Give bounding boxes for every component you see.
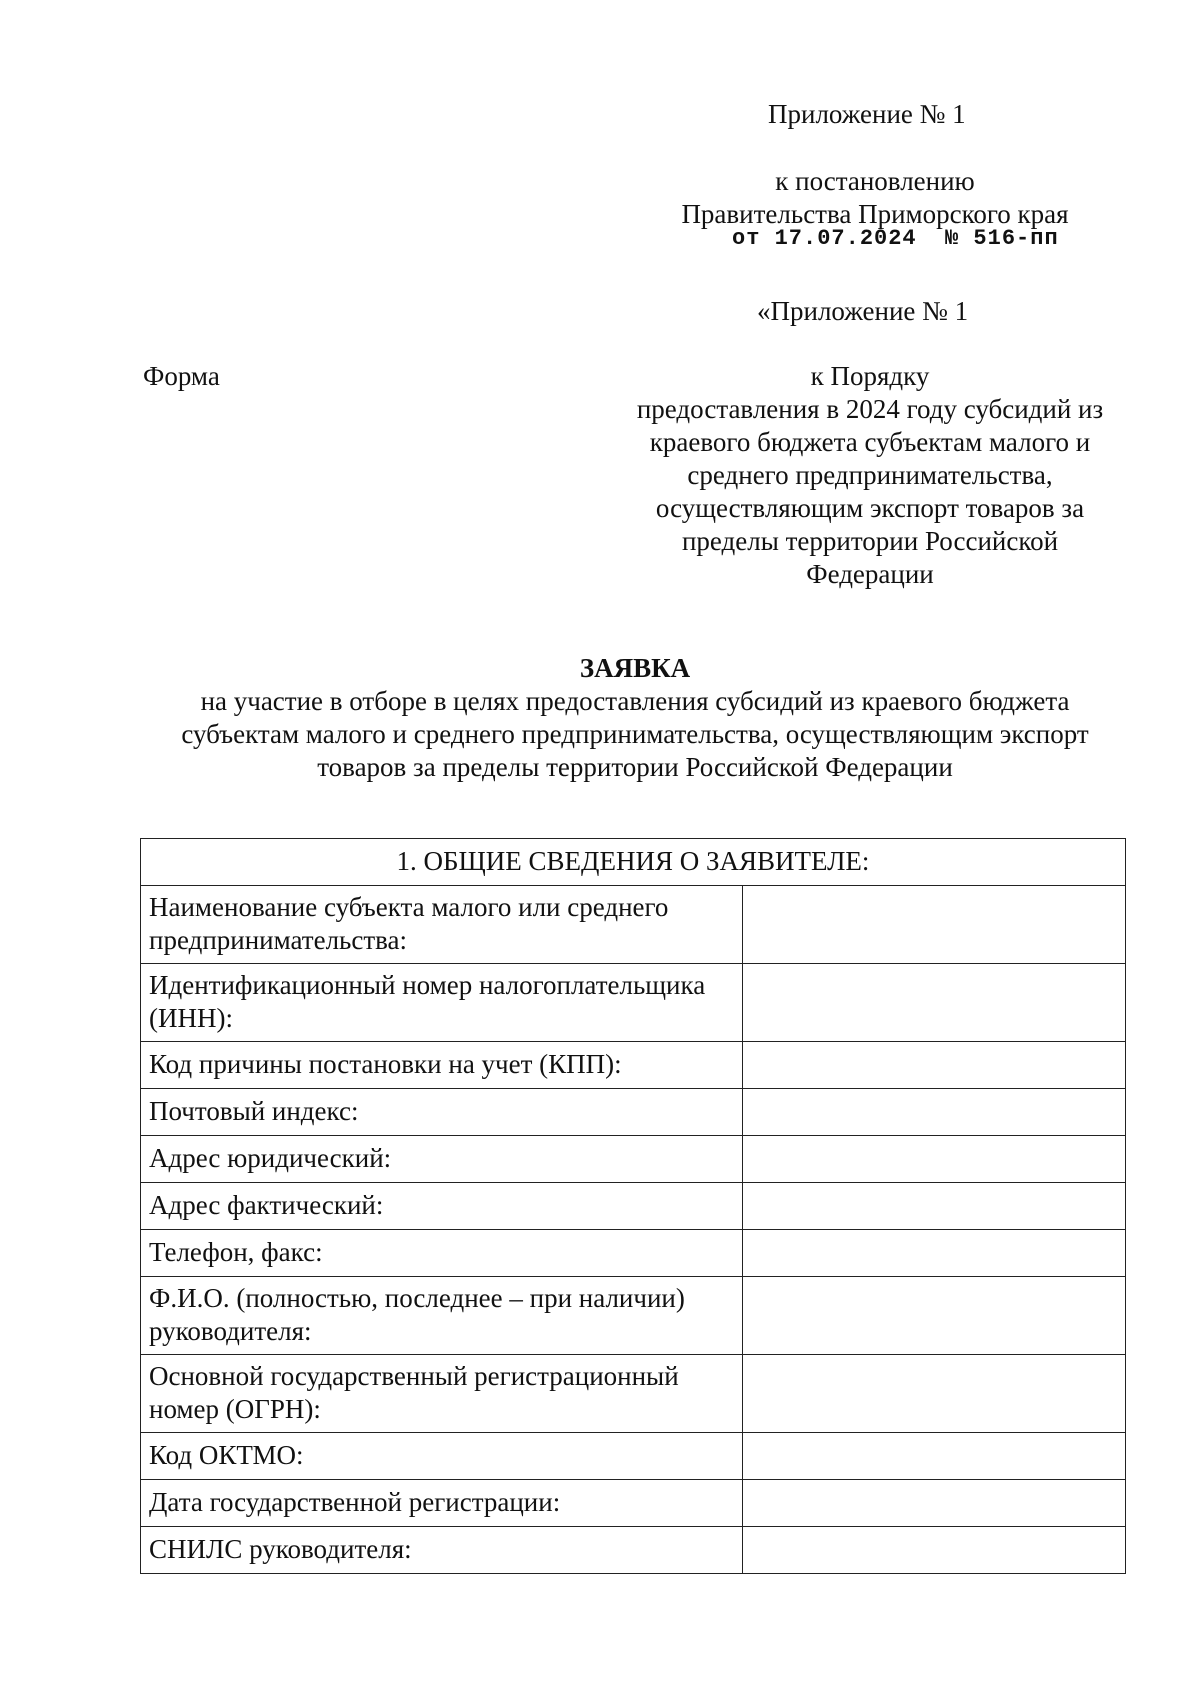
row-label: Код причины постановки на учет (КПП): xyxy=(141,1042,743,1089)
row-value-field[interactable] xyxy=(742,1089,1125,1136)
table-row xyxy=(141,1230,1126,1277)
row-label: Наименование субъекта малого или среднего предпринимательства: xyxy=(141,886,743,964)
row-label: Адрес юридический: xyxy=(141,1136,743,1183)
table-row xyxy=(141,886,1126,964)
order-line: среднего предпринимательства, xyxy=(687,460,1053,490)
title-line: субъектам малого и среднего предпринимательства, осуществляющим экспорт xyxy=(181,719,1089,749)
document-title xyxy=(100,652,1170,784)
row-value-field[interactable] xyxy=(742,1480,1125,1527)
row-label: Адрес фактический: xyxy=(141,1183,743,1230)
row-value-field[interactable] xyxy=(742,1230,1125,1277)
form-label: Форма xyxy=(143,361,220,391)
row-value-field[interactable] xyxy=(742,964,1125,1042)
table-row xyxy=(141,1480,1126,1527)
title-line: на участие в отборе в целях предоставления субсидий из краевого бюджета xyxy=(200,686,1070,716)
row-value-field[interactable] xyxy=(742,1183,1125,1230)
row-label: Телефон, факс: xyxy=(141,1230,743,1277)
row-label: Ф.И.О. (полностью, последнее – при наличии) руководителя: xyxy=(141,1277,743,1355)
row-value-field[interactable] xyxy=(742,1527,1125,1574)
row-label: Код ОКТМО: xyxy=(141,1433,743,1480)
table-row xyxy=(141,1355,1126,1433)
table-row xyxy=(141,1433,1126,1480)
order-line: Федерации xyxy=(806,559,934,589)
row-label: Идентификационный номер налогоплательщика (ИНН): xyxy=(141,964,743,1042)
title-main: ЗАЯВКА xyxy=(579,653,691,683)
row-value-field[interactable] xyxy=(742,886,1125,964)
table-row xyxy=(141,1042,1126,1089)
order-line: осуществляющим экспорт товаров за xyxy=(655,493,1085,523)
table-row xyxy=(141,1183,1126,1230)
appendix-order-label: «Приложение № 1 xyxy=(757,296,969,326)
date-number-stamp: от 17.07.2024 № 516-пп xyxy=(732,226,1059,251)
section-header: 1. ОБЩИЕ СВЕДЕНИЯ О ЗАЯВИТЕЛЕ: xyxy=(141,839,1126,886)
table-row xyxy=(141,1089,1126,1136)
row-value-field[interactable] xyxy=(742,1433,1125,1480)
row-label: Почтовый индекс: xyxy=(141,1089,743,1136)
table-row xyxy=(141,1136,1126,1183)
table-row xyxy=(141,964,1126,1042)
appendix-label: Приложение № 1 xyxy=(768,99,966,129)
row-value-field[interactable] xyxy=(742,1277,1125,1355)
order-line: предоставления в 2024 году субсидий из xyxy=(636,394,1104,424)
resolution-reference xyxy=(640,165,1110,231)
order-line: краевого бюджета субъектам малого и xyxy=(649,427,1091,457)
row-label: Основной государственный регистрационный номер (ОГРН): xyxy=(141,1355,743,1433)
order-reference xyxy=(600,360,1140,591)
table-header-row xyxy=(141,839,1126,886)
order-line: пределы территории Российской xyxy=(681,526,1059,556)
applicant-info-table xyxy=(140,838,1126,1574)
row-value-field[interactable] xyxy=(742,1355,1125,1433)
table-row xyxy=(141,1277,1126,1355)
to-resolution-text: к постановлению xyxy=(775,166,975,196)
government-text: Правительства Приморского края xyxy=(681,199,1069,229)
table-row xyxy=(141,1527,1126,1574)
row-label: Дата государственной регистрации: xyxy=(141,1480,743,1527)
row-value-field[interactable] xyxy=(742,1136,1125,1183)
to-order-text: к Порядку xyxy=(810,361,930,391)
row-label: СНИЛС руководителя: xyxy=(141,1527,743,1574)
title-line: товаров за пределы территории Российской Федерации xyxy=(317,752,953,782)
row-value-field[interactable] xyxy=(742,1042,1125,1089)
